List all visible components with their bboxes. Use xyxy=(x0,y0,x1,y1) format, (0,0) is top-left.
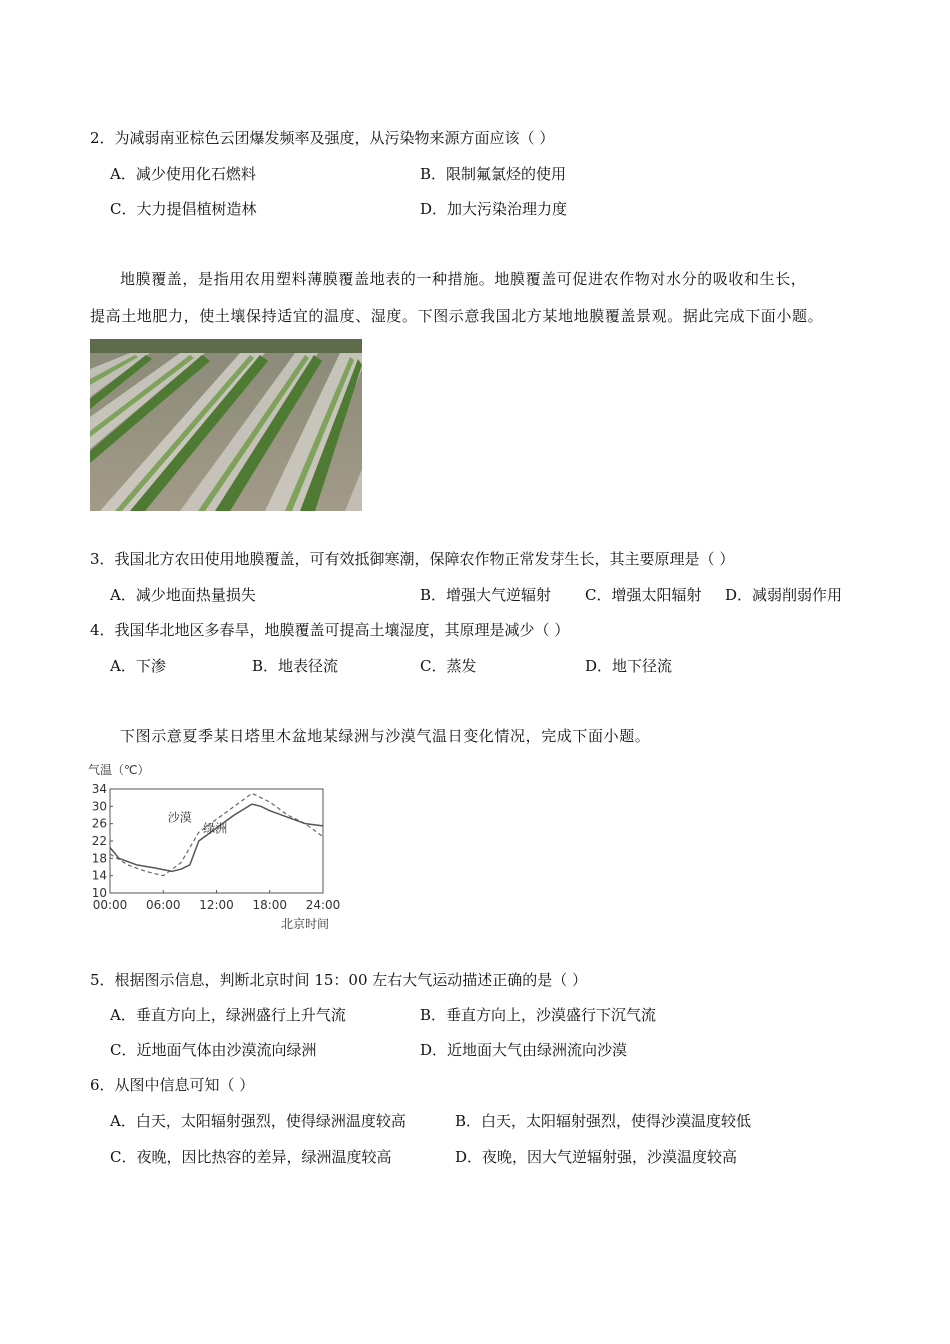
q2-option-b: B．限制氟氯烃的使用 xyxy=(420,165,567,183)
q6-option-a: A．白天，太阳辐射强烈，使得绿洲温度较高 xyxy=(110,1112,406,1130)
q3-option-c: C．增强太阳辐射 xyxy=(585,586,702,604)
q2-stem: 2．为减弱南亚棕色云团爆发频率及强度，从污染物来源方面应该（ ） xyxy=(90,129,555,147)
chart-ylabel: 气温（℃） xyxy=(88,763,150,777)
passage2-line1: 下图示意夏季某日塔里木盆地某绿洲与沙漠气温日变化情况，完成下面小题。 xyxy=(120,727,651,745)
y-tick-label: 18 xyxy=(91,851,107,866)
x-tick-label: 00:00 xyxy=(92,898,128,912)
q4-option-a: A．下渗 xyxy=(110,657,166,675)
y-tick-label: 22 xyxy=(91,834,107,848)
q3-option-a: A．减少地面热量损失 xyxy=(110,586,256,604)
passage1-line2: 提高土地肥力，使土壤保持适宜的温度、湿度。下图示意我国北方某地地膜覆盖景观。据此完成下面小题。 xyxy=(90,307,824,325)
y-tick-label: 26 xyxy=(91,816,107,831)
chart-frame xyxy=(110,789,323,893)
q2-option-d: D．加大污染治理力度 xyxy=(420,200,568,218)
q5-option-c: C．近地面气体由沙漠流向绿洲 xyxy=(110,1041,317,1059)
q2-option-c: C．大力提倡植树造林 xyxy=(110,200,257,218)
q4-option-c: C．蒸发 xyxy=(420,657,477,675)
y-tick-label: 30 xyxy=(91,799,107,814)
q2-option-a: A．减少使用化石燃料 xyxy=(110,165,256,183)
x-tick-label: 12:00 xyxy=(199,898,234,912)
q5-option-a: A．垂直方向上，绿洲盛行上升气流 xyxy=(110,1006,346,1024)
q3-stem: 3．我国北方农田使用地膜覆盖，可有效抵御寒潮，保障农作物正常发芽生长，其主要原理是（ ） xyxy=(90,550,735,568)
q6-stem: 6．从图中信息可知（ ） xyxy=(90,1076,255,1094)
passage1-line1: 地膜覆盖，是指用农用塑料薄膜覆盖地表的一种措施。地膜覆盖可促进农作物对水分的吸收和生长， xyxy=(120,270,807,288)
chart-xlabel: 北京时间 xyxy=(281,917,330,931)
series-label-oasis: 绿洲 xyxy=(203,821,228,836)
y-tick-label: 34 xyxy=(91,782,107,796)
y-tick-label: 14 xyxy=(91,868,107,883)
q4-stem: 4．我国华北地区多春旱，地膜覆盖可提高土壤湿度，其原理是减少（ ） xyxy=(90,621,570,639)
q4-option-d: D．地下径流 xyxy=(585,657,673,675)
q6-option-b: B．白天，太阳辐射强烈，使得沙漠温度较低 xyxy=(455,1112,752,1130)
q5-option-b: B．垂直方向上，沙漠盛行下沉气流 xyxy=(420,1006,657,1024)
temperature-chart xyxy=(86,760,341,935)
q6-option-d: D．夜晚，因大气逆辐射强，沙漠温度较高 xyxy=(455,1148,738,1166)
q4-option-b: B．地表径流 xyxy=(252,657,339,675)
x-tick-label: 06:00 xyxy=(145,898,181,912)
mulch-field-photo xyxy=(90,339,362,511)
x-tick-label: 18:00 xyxy=(252,898,288,912)
q5-stem: 5．根据图示信息，判断北京时间 15：00 左右大气运动描述正确的是（ ） xyxy=(90,971,588,989)
q3-option-d: D．减弱削弱作用 xyxy=(725,586,843,604)
q6-option-c: C．夜晚，因比热容的差异，绿洲温度较高 xyxy=(110,1148,392,1166)
y-tick-label: 10 xyxy=(91,886,107,900)
q3-option-b: B．增强大气逆辐射 xyxy=(420,586,552,604)
series-label-desert: 沙漠 xyxy=(167,810,192,825)
q5-option-d: D．近地面大气由绿洲流向沙漠 xyxy=(420,1041,628,1059)
series-line-oasis xyxy=(110,804,323,871)
x-tick-label: 24:00 xyxy=(305,898,341,912)
